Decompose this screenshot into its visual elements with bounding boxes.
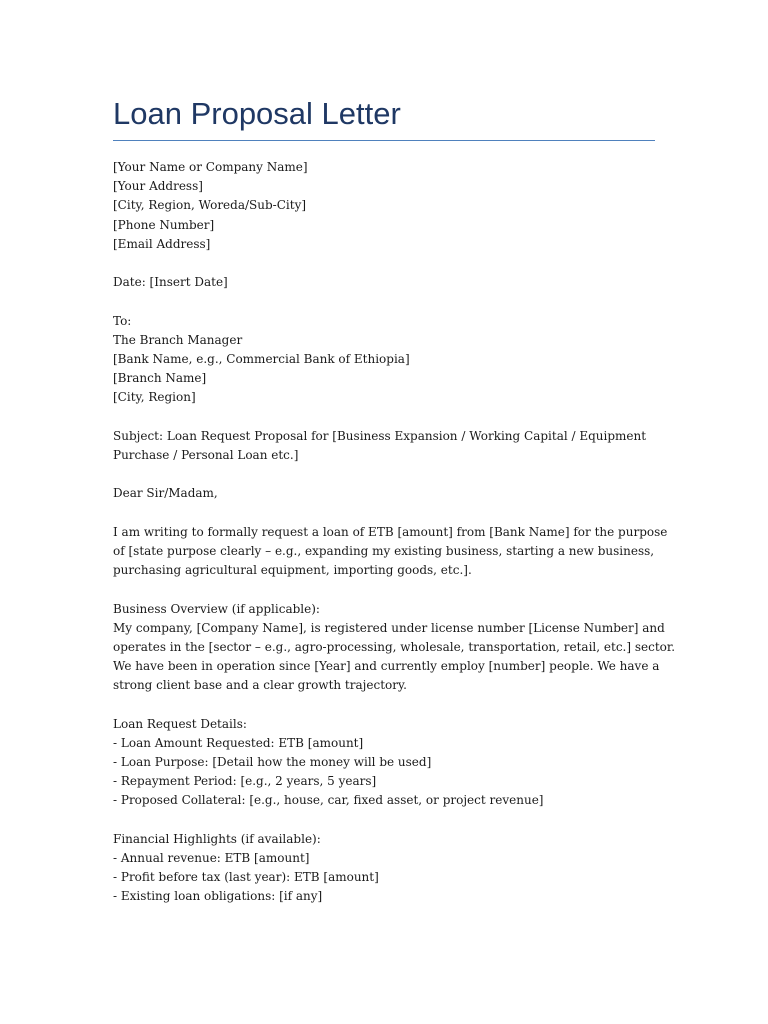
recipient-city: [City, Region] <box>113 390 196 404</box>
intro-line-2: of [state purpose clearly – e.g., expanding my existing business, starting a new business, <box>113 544 655 558</box>
intro-line-1: I am writing to formally request a loan of ETB [amount] from [Bank Name] for the purpose <box>113 525 668 539</box>
title-underline-rule <box>113 140 655 141</box>
loan-details-item: - Proposed Collateral: [e.g., house, car, fixed asset, or project revenue] <box>113 793 544 807</box>
intro-line-3: purchasing agricultural equipment, importing goods, etc.]. <box>113 563 472 577</box>
sender-city: [City, Region, Woreda/Sub-City] <box>113 198 307 212</box>
financial-highlights-item: - Profit before tax (last year): ETB [amount] <box>113 870 379 884</box>
document-title: Loan Proposal Letter <box>113 96 401 131</box>
business-overview-line-1: My company, [Company Name], is registered under license number [License Number] and <box>113 621 665 635</box>
date-line: Date: [Insert Date] <box>113 275 228 289</box>
business-overview-line-3: We have been in operation since [Year] and currently employ [number] people. We have a <box>113 659 660 673</box>
subject-line-2: Purchase / Personal Loan etc.] <box>113 448 299 462</box>
financial-highlights-item: - Existing loan obligations: [if any] <box>113 889 323 903</box>
recipient-bank: [Bank Name, e.g., Commercial Bank of Ethiopia] <box>113 352 410 366</box>
recipient-title: The Branch Manager <box>113 333 243 347</box>
sender-phone: [Phone Number] <box>113 218 215 232</box>
business-overview-line-4: strong client base and a clear growth trajectory. <box>113 678 407 692</box>
sender-name: [Your Name or Company Name] <box>113 160 308 174</box>
loan-details-item: - Loan Amount Requested: ETB [amount] <box>113 736 364 750</box>
sender-email: [Email Address] <box>113 237 211 251</box>
sender-address: [Your Address] <box>113 179 203 193</box>
loan-details-item: - Repayment Period: [e.g., 2 years, 5 years] <box>113 774 377 788</box>
salutation: Dear Sir/Madam, <box>113 486 218 500</box>
loan-details-heading: Loan Request Details: <box>113 717 247 731</box>
recipient-branch: [Branch Name] <box>113 371 207 385</box>
subject-line-1: Subject: Loan Request Proposal for [Business Expansion / Working Capital / Equipment <box>113 429 647 443</box>
financial-highlights-item: - Annual revenue: ETB [amount] <box>113 851 310 865</box>
financial-highlights-heading: Financial Highlights (if available): <box>113 832 321 846</box>
business-overview-line-2: operates in the [sector – e.g., agro-processing, wholesale, transportation, retail, etc.] sector. <box>113 640 676 654</box>
loan-details-item: - Loan Purpose: [Detail how the money will be used] <box>113 755 432 769</box>
business-overview-heading: Business Overview (if applicable): <box>113 602 320 616</box>
recipient-to-label: To: <box>113 314 132 328</box>
